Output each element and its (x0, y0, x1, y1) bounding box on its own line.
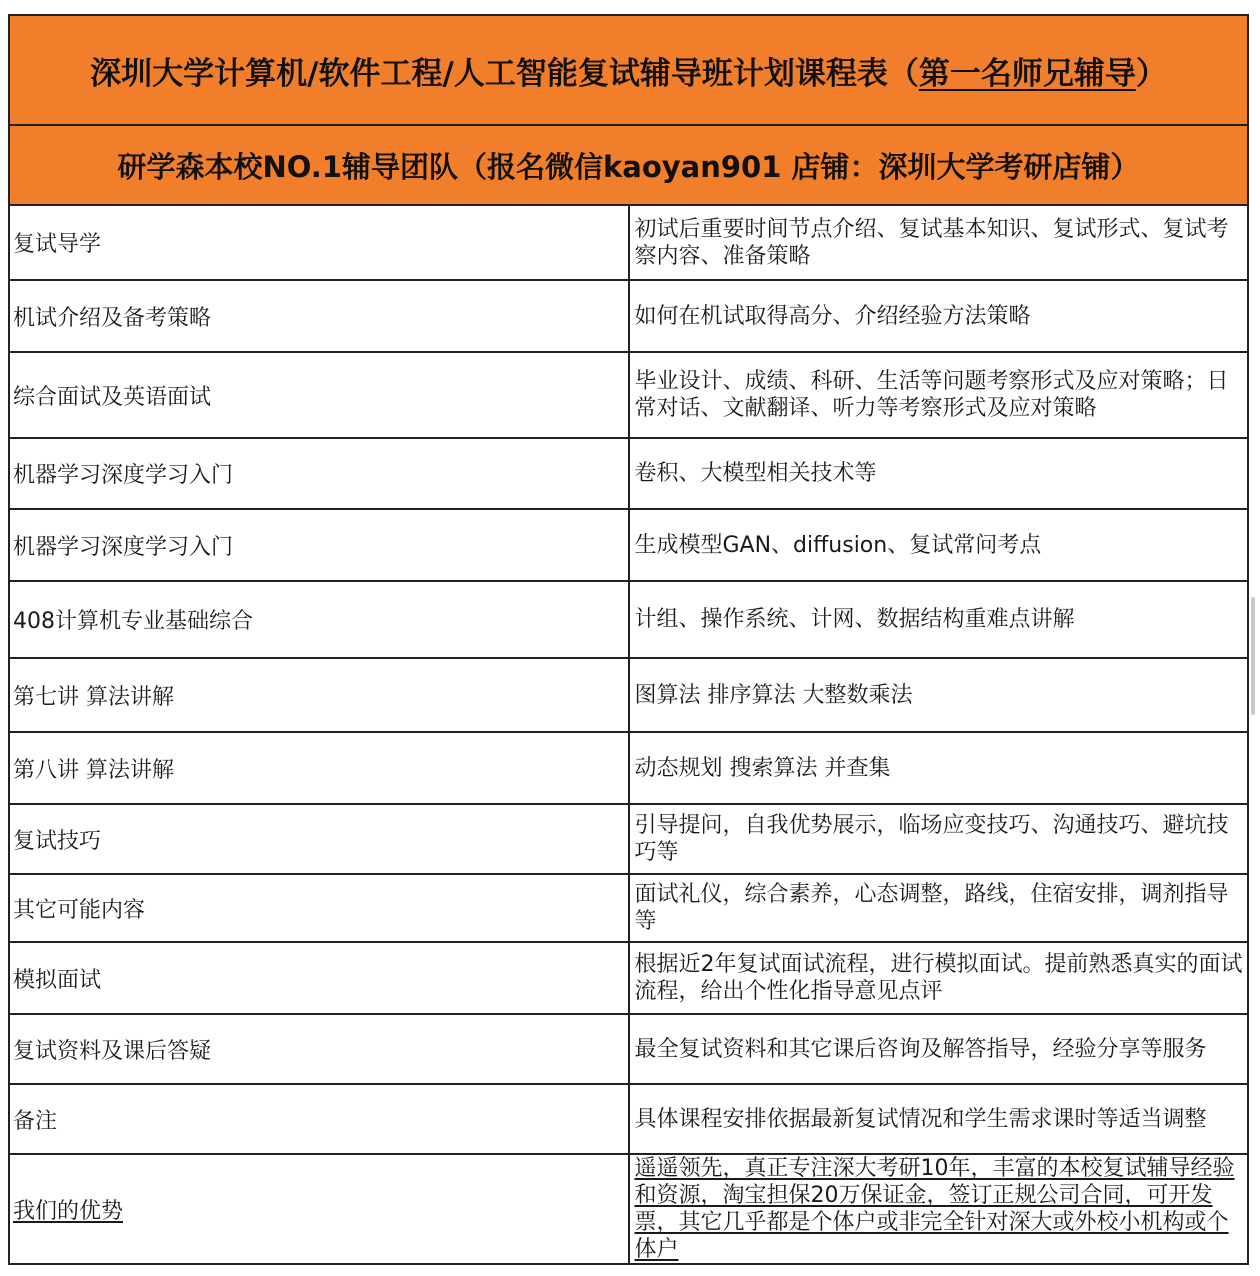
row-topic: 模拟面试 (9, 942, 629, 1014)
row-topic: 机器学习深度学习入门 (9, 509, 629, 581)
table-row (9, 509, 1248, 581)
vertical-scrollbar[interactable] (1251, 597, 1255, 715)
row-content: 图算法 排序算法 大整数乘法 (629, 658, 1249, 732)
title-main: 深圳大学计算机/软件工程/人工智能复试辅导班计划课程表（ (90, 55, 919, 92)
table-row (9, 280, 1248, 352)
row-content: 根据近2年复试面试流程，进行模拟面试。提前熟悉真实的面试流程，给出个性化指导意见点评 (629, 942, 1249, 1014)
row-topic: 408计算机专业基础综合 (9, 581, 629, 658)
row-topic: 综合面试及英语面试 (9, 352, 629, 438)
title-row (9, 15, 1248, 125)
row-topic: 我们的优势 (9, 1154, 629, 1264)
row-topic: 第八讲 算法讲解 (9, 732, 629, 804)
row-topic: 其它可能内容 (9, 874, 629, 942)
table-row (9, 804, 1248, 874)
table-subtitle: 研学森本校NO.1辅导团队（报名微信kaoyan901 店铺：深圳大学考研店铺） (9, 125, 1248, 205)
row-topic: 机试介绍及备考策略 (9, 280, 629, 352)
table-row (9, 942, 1248, 1014)
course-schedule-sheet (8, 14, 1249, 1265)
row-topic: 机器学习深度学习入门 (9, 438, 629, 509)
row-topic: 复试技巧 (9, 804, 629, 874)
title-end: ） (1135, 55, 1167, 92)
course-table (8, 14, 1249, 1265)
row-content: 最全复试资料和其它课后咨询及解答指导，经验分享等服务 (629, 1014, 1249, 1084)
table-row (9, 1084, 1248, 1154)
row-content: 动态规划 搜索算法 并查集 (629, 732, 1249, 804)
table-row (9, 205, 1248, 280)
row-content: 毕业设计、成绩、科研、生活等问题考察形式及应对策略；日常对话、文献翻译、听力等考察形式及应对策略 (629, 352, 1249, 438)
row-content: 面试礼仪，综合素养，心态调整，路线，住宿安排，调剂指导等 (629, 874, 1249, 942)
table-row (9, 732, 1248, 804)
table-title (9, 15, 1248, 125)
table-row (9, 1154, 1248, 1264)
table-row (9, 581, 1248, 658)
table-row (9, 352, 1248, 438)
row-content: 卷积、大模型相关技术等 (629, 438, 1249, 509)
row-content: 遥遥领先，真正专注深大考研10年，丰富的本校复试辅导经验和资源，淘宝担保20万保证金，签订正规公司合同，可开发票，其它几乎都是个体户或非完全针对深大或外校小机构或个体户 (629, 1154, 1249, 1264)
row-topic: 复试导学 (9, 205, 629, 280)
title-highlight: 第一名师兄辅导 (918, 55, 1136, 92)
table-row (9, 438, 1248, 509)
row-topic: 复试资料及课后答疑 (9, 1014, 629, 1084)
subtitle-row (9, 125, 1248, 205)
table-row (9, 874, 1248, 942)
row-topic: 备注 (9, 1084, 629, 1154)
row-content: 如何在机试取得高分、介绍经验方法策略 (629, 280, 1249, 352)
row-content: 计组、操作系统、计网、数据结构重难点讲解 (629, 581, 1249, 658)
row-topic: 第七讲 算法讲解 (9, 658, 629, 732)
table-row (9, 1014, 1248, 1084)
row-content: 具体课程安排依据最新复试情况和学生需求课时等适当调整 (629, 1084, 1249, 1154)
row-content: 引导提问，自我优势展示，临场应变技巧、沟通技巧、避坑技巧等 (629, 804, 1249, 874)
table-row (9, 658, 1248, 732)
row-content: 初试后重要时间节点介绍、复试基本知识、复试形式、复试考察内容、准备策略 (629, 205, 1249, 280)
row-content: 生成模型GAN、diffusion、复试常问考点 (629, 509, 1249, 581)
